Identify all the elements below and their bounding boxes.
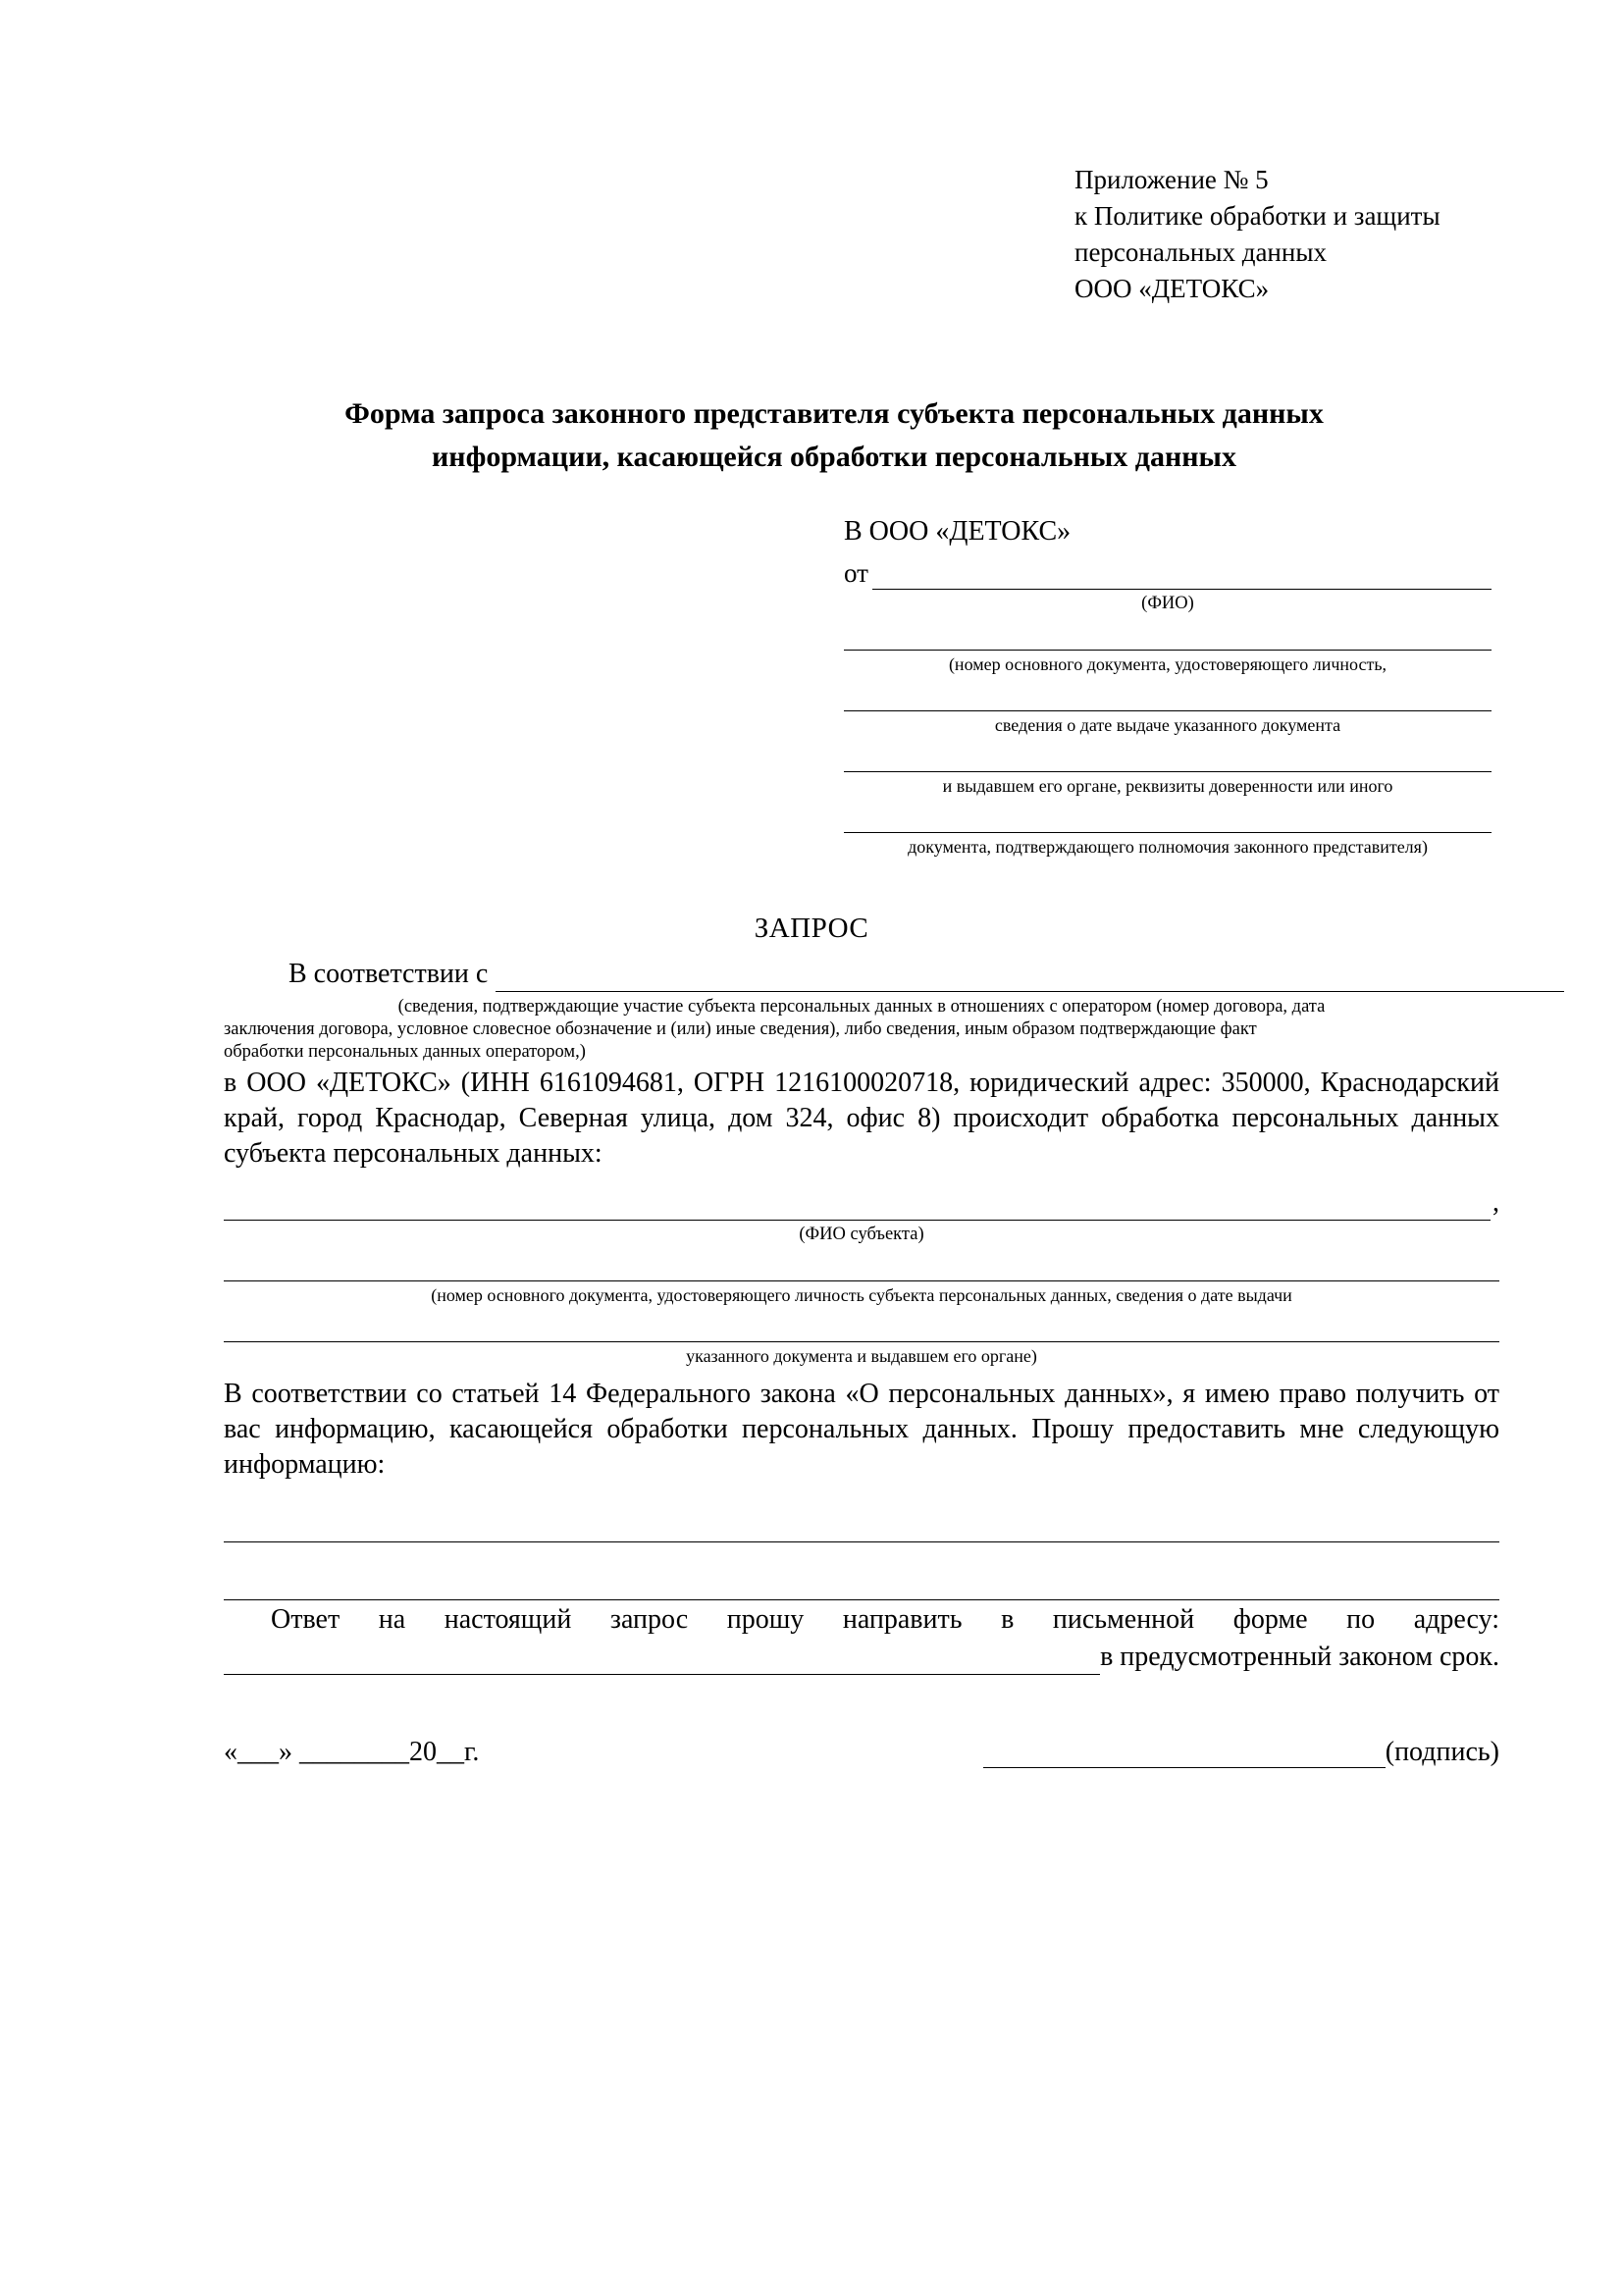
basis-note-line-1: (сведения, подтверждающие участие субъекта персональных данных в отношениях с оператором (номер договора, дата — [397, 997, 1326, 1017]
addressee-organization: В ООО «ДЕТОКС» — [844, 516, 1072, 547]
date-field[interactable]: «___» ________20__г. — [224, 1737, 480, 1767]
request-info-line-2[interactable] — [224, 1560, 1499, 1600]
from-fio-input-line[interactable] — [872, 563, 1492, 590]
doc-date-input-line[interactable] — [844, 685, 1492, 711]
doc-authority-input-line[interactable] — [844, 807, 1492, 833]
subject-doc-input-line-2[interactable] — [224, 1316, 1499, 1342]
signature-row — [224, 1737, 1499, 1768]
caption-subject-doc-2: указанного документа и выдавшем его органе) — [686, 1346, 1037, 1366]
signature-input-line[interactable] — [983, 1742, 1386, 1768]
appendix-header-line-4: ООО «ДЕТОКС» — [1074, 274, 1270, 303]
appendix-header — [1074, 162, 1585, 307]
basis-note-line-3: обработки персональных данных оператором,) — [224, 1042, 586, 1062]
basis-field-row — [224, 957, 1564, 992]
answer-address-input-line[interactable] — [224, 1648, 1100, 1675]
appendix-header-line-1: Приложение № 5 — [1074, 165, 1269, 194]
subject-fio-input-line[interactable] — [224, 1194, 1491, 1221]
document-body — [224, 957, 1499, 1675]
request-info-line-1[interactable] — [224, 1502, 1499, 1542]
signature-label: (подпись) — [1385, 1737, 1499, 1767]
answer-address-row — [224, 1640, 1499, 1675]
subject-fio-field-row — [224, 1185, 1499, 1221]
request-heading: ЗАПРОС — [754, 913, 869, 944]
from-field-row — [844, 556, 1492, 590]
page-title — [196, 392, 1472, 479]
caption-doc-number: (номер основного документа, удостоверяющего личность, — [948, 654, 1387, 674]
caption-doc-date: сведения о дате выдаче указанного документа — [994, 715, 1341, 735]
basis-input-line[interactable] — [496, 965, 1564, 992]
caption-fio: (ФИО) — [1141, 594, 1194, 613]
page-title-line-2: информации, касающейся обработки персональных данных — [432, 441, 1236, 473]
appendix-header-line-3: персональных данных — [1074, 237, 1327, 267]
subject-fio-comma: , — [1492, 1187, 1499, 1218]
doc-number-input-line[interactable] — [844, 624, 1492, 651]
addressee-block — [844, 515, 1492, 867]
caption-doc-authority: документа, подтверждающего полномочия законного представителя) — [908, 837, 1428, 857]
basis-note-line-2: заключения договора, условное словесное обозначение и (или) иные сведения), либо сведения, иным образом подтверждающие факт — [224, 1019, 1257, 1039]
caption-subject-doc-1: (номер основного документа, удостоверяющего личность субъекта персональных данных, сведения о дате выдачи — [431, 1285, 1292, 1305]
caption-subject-fio: (ФИО субъекта) — [799, 1225, 924, 1244]
page-title-line-1: Форма запроса законного представителя субъекта персональных данных — [344, 397, 1324, 430]
basis-note — [224, 996, 1499, 1064]
answer-address-tail: в предусмотренный законом срок. — [1100, 1642, 1499, 1672]
doc-issuer-input-line[interactable] — [844, 746, 1492, 772]
signature-field — [983, 1737, 1499, 1768]
answer-sentence: Ответ на настоящий запрос прошу направить в письменной форме по адресу: — [271, 1604, 1499, 1635]
caption-doc-issuer: и выдавшем его органе, реквизиты доверенности или иного — [942, 776, 1393, 796]
from-label: от — [844, 558, 868, 588]
subject-doc-input-line-1[interactable] — [224, 1255, 1499, 1281]
basis-label: В соответствии с — [288, 959, 489, 989]
organization-paragraph: в ООО «ДЕТОКС» (ИНН 6161094681, ОГРН 1216100020718, юридический адрес: 350000, Краснодарский край, город Краснодар, Северная улица, дом 324, офис 8) происходит обработка персональных данных субъекта персональных данных: — [224, 1068, 1499, 1169]
appendix-header-line-2: к Политике обработки и защиты — [1074, 201, 1440, 231]
law-paragraph: В соответствии со статьей 14 Федерального закона «О персональных данных», я имею право получить от вас информацию, касающейся обработки персональных данных. Прошу предоставить мне следующую информацию: — [224, 1379, 1499, 1480]
